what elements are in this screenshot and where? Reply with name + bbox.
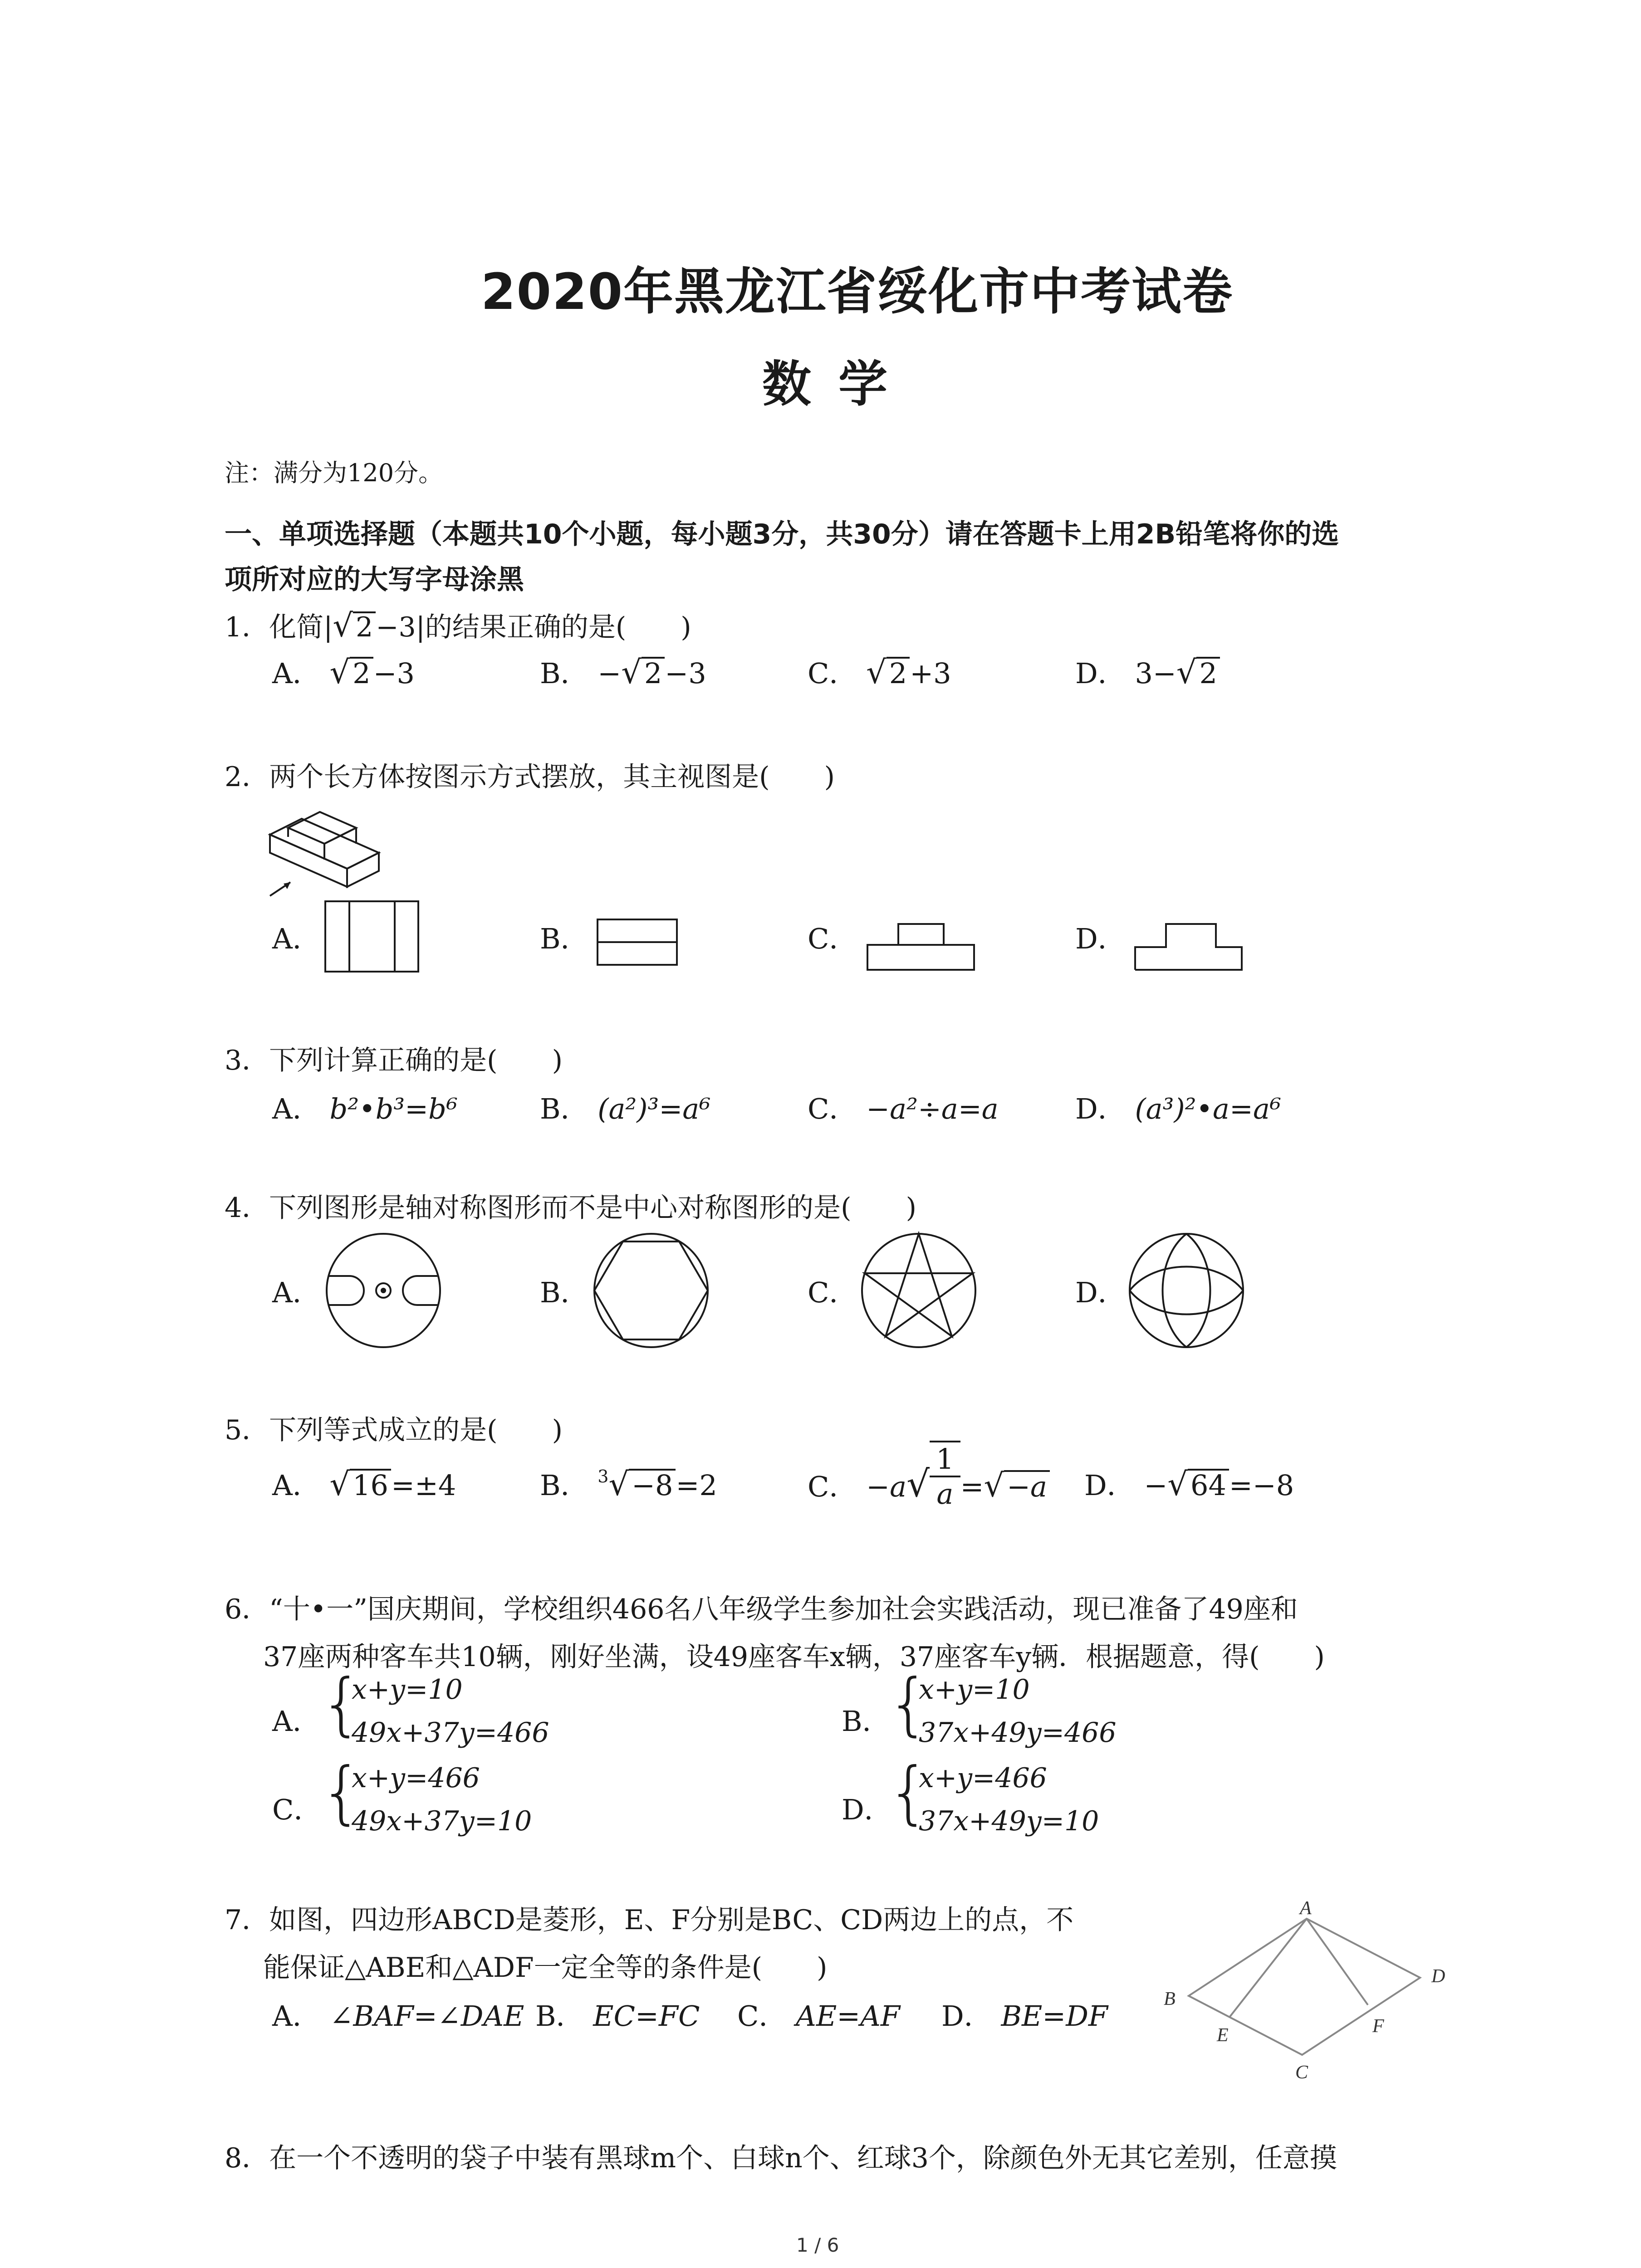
q2-option-a-figure[interactable] — [324, 900, 420, 973]
q4-option-c-figure[interactable] — [860, 1232, 978, 1349]
q7-option-c[interactable]: C． AE=AF — [737, 1999, 900, 2033]
q5-option-d[interactable]: D． −√64=−8 — [1084, 1466, 1294, 1503]
q6-option-a-eq1: x+y=10 — [352, 1674, 463, 1706]
q5-option-c[interactable]: C． −a√ $\frac{1}{a}$ =√−a — [808, 1463, 1050, 1510]
q5-stem: 5．下列等式成立的是( ) — [225, 1414, 563, 1446]
q7-option-d[interactable]: D． BE=DF — [941, 1999, 1108, 2033]
q2-solid-figure — [265, 803, 388, 898]
q2-option-a[interactable]: A． — [272, 922, 321, 955]
q2-option-d-figure[interactable] — [1134, 923, 1243, 973]
q7-stem-line2: 能保证△ABE和△ADF一定全等的条件是( ) — [263, 1952, 828, 1984]
q3-option-b[interactable]: B． (a²)³=a⁶ — [540, 1092, 711, 1125]
page-title: 2020年黑龙江省绥化市中考试卷 — [481, 263, 1234, 321]
q6-option-b-eq1: x+y=10 — [919, 1674, 1030, 1706]
q1-option-a[interactable]: A． √2−3 — [272, 654, 415, 691]
q7-label-e: E — [1217, 2025, 1229, 2046]
q5-option-b[interactable]: B． $^3$√−8=2 — [540, 1466, 717, 1503]
q6-option-d-brace: { — [887, 1753, 931, 1832]
q6-option-d-eq1: x+y=466 — [919, 1762, 1047, 1794]
q3-stem: 3．下列计算正确的是( ) — [225, 1045, 563, 1076]
score-note: 注：满分为120分。 — [225, 459, 443, 487]
q1-option-d[interactable]: D． 3−√2 — [1075, 651, 1220, 691]
q4-option-a[interactable]: A． — [272, 1276, 321, 1309]
q2-stem: 2．两个长方体按图示方式摆放，其主视图是( ) — [225, 761, 835, 793]
q1-option-c[interactable]: C． √2+3 — [808, 654, 951, 691]
q2-option-b-figure[interactable] — [597, 919, 678, 968]
q6-option-c-brace: { — [320, 1753, 363, 1832]
q6-option-b-eq2: 37x+49y=466 — [919, 1717, 1117, 1749]
q6-option-d[interactable]: D． — [842, 1793, 892, 1826]
q7-option-a[interactable]: A． ∠BAF=∠DAE — [272, 1999, 524, 2033]
q6-stem-line2: 37座两种客车共10辆，刚好坐满，设49座客车x辆，37座客车y辆．根据题意，得( ) — [263, 1641, 1325, 1673]
q2-option-c-figure[interactable] — [867, 923, 975, 973]
q6-option-a-brace: { — [320, 1665, 363, 1744]
q6-option-b-brace: { — [887, 1665, 931, 1744]
q4-option-d[interactable]: D． — [1075, 1276, 1126, 1309]
q4-option-a-figure[interactable] — [324, 1232, 442, 1349]
page-number: 1 / 6 — [796, 2234, 839, 2256]
q7-option-b[interactable]: B． EC=FC — [535, 1999, 700, 2033]
q5-option-a[interactable]: A． √16=±4 — [272, 1466, 456, 1503]
q4-option-d-figure[interactable] — [1127, 1232, 1245, 1349]
q4-option-b-figure[interactable] — [592, 1232, 710, 1349]
q2-option-b[interactable]: B． — [540, 922, 589, 955]
q3-option-c[interactable]: C． −a²÷a=a — [808, 1092, 999, 1125]
q6-option-b[interactable]: B． — [842, 1705, 891, 1738]
q2-option-c[interactable]: C． — [808, 922, 857, 955]
q2-option-d[interactable]: D． — [1075, 922, 1126, 955]
section-heading-line2: 项所对应的大写字母涂黑 — [225, 564, 524, 596]
q6-stem-line1: 6．“十•一”国庆期间，学校组织466名八年级学生参加社会实践活动，现已准备了49座和 — [225, 1593, 1298, 1625]
q6-option-c-eq1: x+y=466 — [352, 1762, 480, 1794]
q4-stem: 4．下列图形是轴对称图形而不是中心对称图形的是( ) — [225, 1192, 916, 1224]
q6-option-c-eq2: 49x+37y=10 — [352, 1805, 532, 1837]
q7-label-b: B — [1164, 1989, 1176, 2009]
q6-option-d-eq2: 37x+49y=10 — [919, 1805, 1099, 1837]
q3-option-d[interactable]: D． (a³)²•a=a⁶ — [1075, 1092, 1281, 1125]
q6-option-a-eq2: 49x+37y=466 — [352, 1717, 549, 1749]
q6-option-c[interactable]: C． — [272, 1793, 322, 1826]
q6-option-a[interactable]: A． — [272, 1705, 321, 1738]
q8-stem-line1: 8．在一个不透明的袋子中装有黑球m个、白球n个、红球3个，除颜色外无其它差别，任意摸 — [225, 2142, 1337, 2174]
q7-label-a: A — [1300, 1898, 1312, 1919]
q7-stem-line1: 7．如图，四边形ABCD是菱形，E、F分别是BC、CD两边上的点，不 — [225, 1904, 1074, 1936]
section-heading-line1: 一、单项选择题（本题共10个小题，每小题3分，共30分）请在答题卡上用2B铅笔将你的选 — [225, 518, 1339, 550]
page-subtitle: 数学 — [762, 356, 915, 413]
q7-label-d: D — [1431, 1966, 1445, 1987]
q1-stem: 1．化简|√ 2 −3|的结果正确的是( ) — [225, 607, 691, 644]
q4-option-b[interactable]: B． — [540, 1276, 589, 1309]
q7-label-c: C — [1295, 2062, 1308, 2083]
q3-option-a[interactable]: A． b²•b³=b⁶ — [272, 1092, 458, 1125]
q7-label-f: F — [1372, 2016, 1384, 2037]
q4-option-c[interactable]: C． — [808, 1276, 857, 1309]
q7-rhombus-figure — [1161, 1898, 1461, 2083]
q1-option-b[interactable]: B． −√2−3 — [540, 654, 706, 691]
